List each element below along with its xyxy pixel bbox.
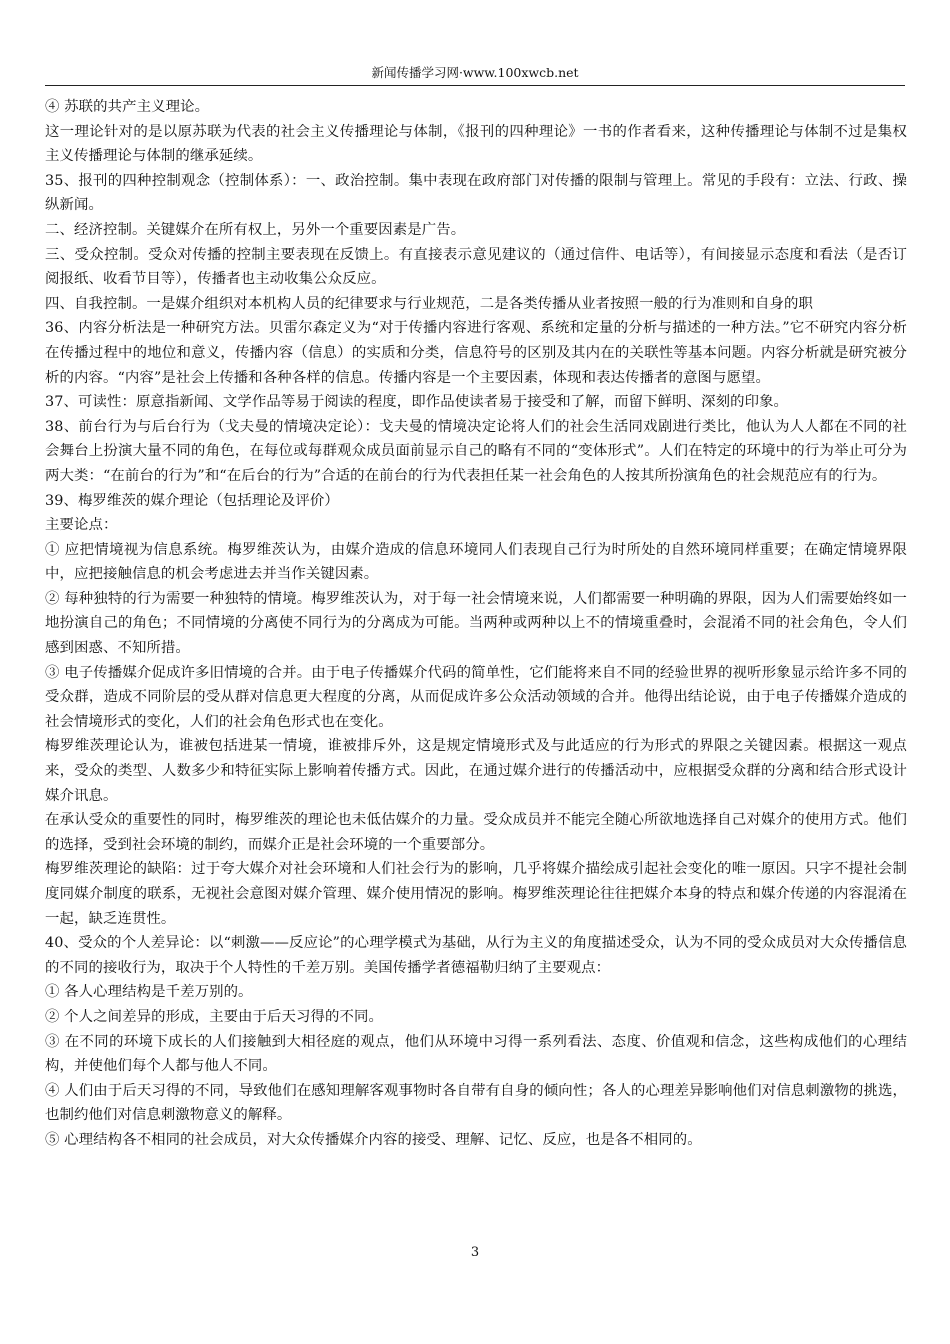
paragraph: 梅罗维茨理论的缺陷：过于夸大媒介对社会环境和人们社会行为的影响，几乎将媒介描绘成引起社会变化的唯一原因。只字不提社会制度同媒介制度的联系，无视社会意图对媒介管理、媒介使用情况的影响。梅罗维茨理论往往把媒介本身的特点和媒介传递的内容混淆在一起，缺乏连贯性。 — [45, 861, 907, 927]
paragraph: 二、经济控制。关键媒介在所有权上，另外一个重要因素是广告。 — [45, 221, 466, 238]
paragraph: ④ 苏联的共产主义理论。 — [45, 99, 210, 115]
paragraph: 40、受众的个人差异论：以“刺激——反应论”的心理学模式为基础，从行为主义的角度描述受众，认为不同的受众成员对大众传播信息的不同的接收行为，取决于个人特性的千差万别。美国传播学者德福勒归纳了主要观点： — [45, 935, 907, 976]
list-item: ③ 电子传播媒介促成许多旧情境的合并。由于电子传播媒介代码的简单性，它们能将来自不同的经验世界的视听形象显示给许多不同的受众群，造成不同阶层的受从群对信息更大程度的分离，从而促成许多公众活动领域的合并。他得出结论说，由于电子传播媒介造成的社会情境形式的变化，人们的社会角色形式也在变化。 — [45, 664, 907, 730]
list-item: ① 各人心理结构是千差万别的。 — [45, 984, 253, 1001]
section-heading: 39、梅罗维茨的媒介理论（包括理论及评价） — [45, 492, 339, 509]
paragraph: 36、内容分析法是一种研究方法。贝雷尔森定义为“对于传播内容进行客观、系统和定量的分析与描述的一种方法。”它不研究内容分析在传播过程中的地位和意义，传播内容（信息）的实质和分类，信息符号的区别及其内在的关联性等基本问题。内容分析就是研究被分析的内容。“内容”是社会上传播和各种各样的信息。传播内容是一个主要因素，体现和表达传播者的意图与愿望。 — [45, 320, 907, 386]
list-item: ③ 在不同的环境下成长的人们接触到大相径庭的观点，他们从环境中习得一系列看法、态度、价值观和信念，这些构成他们的心理结构，并使他们每个人都与他人不同。 — [45, 1033, 907, 1075]
paragraph: 37、可读性：原意指新闻、文学作品等易于阅读的程度，即作品使读者易于接受和了解，而留下鲜明、深刻的印象。 — [45, 394, 789, 411]
list-item: ⑤ 心理结构各不相同的社会成员，对大众传播媒介内容的接受、理解、记忆、反应，也是各不相同的。 — [45, 1131, 702, 1148]
paragraph: 主要论点： — [45, 517, 118, 534]
page-number: 3 — [470, 1245, 480, 1260]
paragraph: 四、自我控制。一是媒介组织对本机构人员的纪律要求与行业规范，二是各类传播从业者按照一般的行为准则和自身的职 — [45, 295, 814, 312]
paragraph: 在承认受众的重要性的同时，梅罗维茨的理论也未低估媒介的力量。受众成员并不能完全随心所欲地选择自己对媒介的使用方式。他们的选择，受到社会环境的制约，而媒介正是社会环境的一个重要部分。 — [45, 812, 907, 853]
paragraph: 梅罗维茨理论认为，谁被包括进某一情境，谁被排斥外，这是规定情境形式及与此适应的行为形式的界限之关键因素。根据这一观点来，受众的类型、人数多少和特征实际上影响着传播方式。因此，在通过媒介进行的传播活动中，应根据受众群的分离和结合形式设计媒介讯息。 — [45, 738, 907, 804]
header-site-text: 新闻传播学习网·www.100xwcb.net — [371, 65, 579, 80]
paragraph: 35、报刊的四种控制观念（控制体系）：一、政治控制。集中表现在政府部门对传播的限制与管理上。常见的手段有：立法、行政、操纵新闻。 — [45, 172, 907, 214]
document-body — [45, 95, 907, 1153]
list-item: ④ 人们由于后天习得的不同，导致他们在感知理解客观事物时各自带有自身的倾向性；各人的心理差异影响他们对信息刺激物的挑选，也制约他们对信息刺激物意义的解释。 — [45, 1082, 907, 1124]
paragraph: 38、前台行为与后台行为（戈夫曼的情境决定论）：戈夫曼的情境决定论将人们的社会生活同戏剧进行类比，他认为人人都在不同的社会舞台上扮演大量不同的角色，在每位或每群观众成员面前显示自己的略有不同的“变体形式”。人们在特定的环境中的行为举止可分为两大类：“在前台的行为”和“在后台的行为”合适的在前台的行为代表担任某一社会角色的人按其所扮演角色的社会规范应有的行为。 — [45, 418, 907, 484]
list-item: ② 个人之间差异的形成，主要由于后天习得的不同。 — [45, 1008, 383, 1025]
page-header — [45, 64, 905, 86]
paragraph: 这一理论针对的是以原苏联为代表的社会主义传播理论与体制，《报刊的四种理论》一书的作者看来，这种传播理论与体制不过是集权主义传播理论与体制的继承延续。 — [45, 123, 907, 165]
list-item: ② 每种独特的行为需要一种独特的情境。梅罗维茨认为，对于每一社会情境来说，人们都需要一种明确的界限，因为人们需要始终如一地扮演自己的角色；不同情境的分离使不同行为的分离成为可能。当两种或两种以上不的情境重叠时，会混淆不同的社会角色，令人们感到困惑、不知所措。 — [45, 590, 907, 657]
paragraph: 三、受众控制。受众对传播的控制主要表现在反馈上。有直接表示意见建议的（通过信件、电话等），有间接显示态度和看法（是否订阅报纸、收看节目等），传播者也主动收集公众反应。 — [45, 246, 907, 288]
list-item: ① 应把情境视为信息系统。梅罗维茨认为，由媒介造成的信息环境同人们表现自己行为时所处的自然环境同样重要；在确定情境界限中，应把接触信息的机会考虑进去并当作关键因素。 — [45, 541, 907, 583]
